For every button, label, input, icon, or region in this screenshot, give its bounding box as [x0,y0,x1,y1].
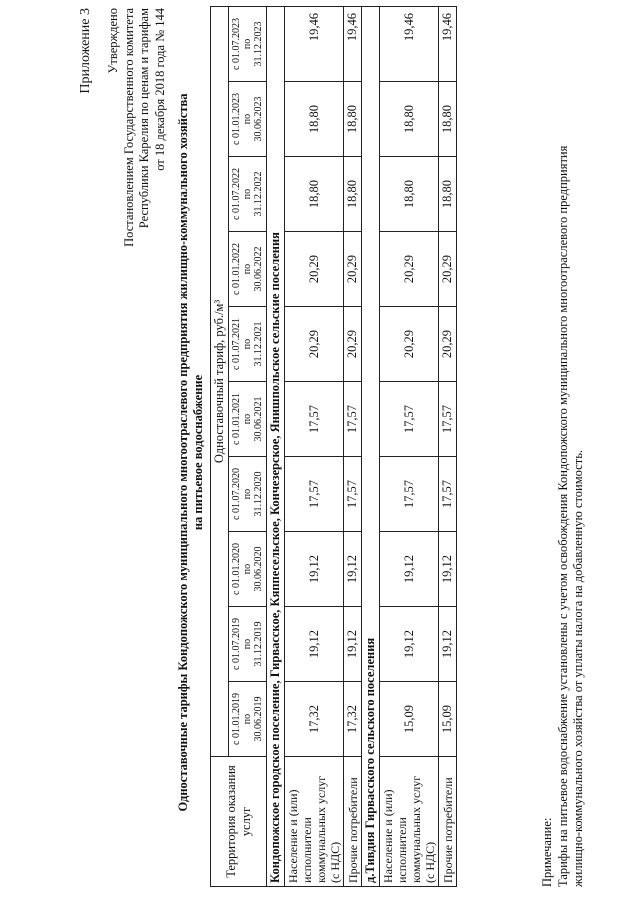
tariff-value: 19,46 [439,6,457,81]
period-to-word: по [242,113,253,125]
category-line: исполнители [300,817,314,883]
period-header [229,382,267,457]
tariff-value: 17,57 [285,457,344,532]
period-to-word: по [242,188,253,200]
period-header [229,457,267,532]
tariff-value: 19,12 [344,532,362,607]
category-line: Население и (или) [286,789,300,883]
period-to-word: по [242,488,253,500]
tariff-value: 19,12 [380,532,439,607]
tariff-value: 20,29 [344,232,362,307]
category-line: Прочие потребители [345,777,360,883]
period-from: с 01.01.2023 [231,93,242,145]
period-from: с 01.01.2021 [231,393,242,445]
tariff-table [210,6,457,887]
tariff-value: 18,80 [344,157,362,232]
table-row [439,6,457,886]
period-from: с 01.01.2022 [231,243,242,295]
appendix-number: Приложение 3 [78,8,93,94]
tariff-value: 17,57 [285,382,344,457]
tariff-value: 18,80 [285,157,344,232]
period-to: 31.12.2021 [253,321,264,367]
tariff-value: 19,12 [439,607,457,682]
title-line: на питьевое водоснабжение [191,374,205,531]
period-to-word: по [242,413,253,425]
period-from: с 01.07.2021 [231,318,242,370]
tariff-value: 17,57 [439,382,457,457]
period-to: 30.06.2020 [253,546,264,592]
approval-line: Постановлением Государственного комитета [121,8,136,247]
tariff-value: 20,29 [285,307,344,382]
tariff-value: 19,46 [344,6,362,81]
period-from: с 01.01.2020 [231,543,242,595]
category-line: Население и (или) [381,789,395,883]
section-row [362,6,380,886]
tariff-value: 17,32 [344,682,362,757]
tariff-value: 18,80 [380,157,439,232]
tariff-value: 20,29 [285,232,344,307]
period-header-row [229,6,267,886]
period-to: 30.06.2021 [253,396,264,442]
single-tariff-header: Одноставочный тариф, руб./м³ [211,6,229,756]
period-to-word: по [242,638,253,650]
category-line: (с НДС) [328,841,342,883]
tariff-value: 19,46 [380,6,439,81]
section-title: д.Тивдия Гирвасского сельского поселения [362,6,380,886]
tariff-value: 19,46 [285,6,344,81]
period-from: с 01.07.2022 [231,168,242,220]
approval-block [106,8,168,338]
territory-header: Территория оказания услуг [211,757,267,887]
approval-line: Республики Карелия по ценам и тарифам [137,8,151,229]
tariff-value: 18,80 [285,82,344,157]
note-line: Тарифы на питьевое водоснабжение установлены с учетом освобождения Кондопожского муниципального многоотраслевого предприятия [555,145,570,887]
table-header-row [211,6,229,886]
period-to: 31.12.2020 [253,471,264,517]
tariff-value: 17,57 [344,382,362,457]
section-title: Кондопожское городское поселение, Гирвасское, Кяппесельское, Кончезерское, Янишпольское сельские поселения [267,6,285,886]
consumer-category [380,757,439,887]
period-header [229,532,267,607]
period-to-word: по [242,38,253,50]
period-header [229,157,267,232]
tariff-value: 17,57 [439,457,457,532]
category-line: Прочие потребители [440,777,455,883]
note-block [540,7,587,887]
tariff-value: 19,12 [439,532,457,607]
consumer-category [285,757,344,887]
tariff-value: 18,80 [344,82,362,157]
period-header [229,307,267,382]
note-line: жилищно-коммунального хозяйства от уплаты налога на добавленную стоимость. [571,449,585,887]
section-row [267,6,285,886]
period-header [229,82,267,157]
category-line: коммунальных услуг [409,775,423,883]
period-to: 30.06.2023 [253,96,264,142]
category-line: исполнители [395,817,409,883]
tariff-value: 18,80 [380,82,439,157]
tariff-value: 20,29 [439,232,457,307]
document-title [176,0,206,905]
period-from: с 01.01.2019 [231,693,242,745]
tariff-value: 17,57 [344,457,362,532]
period-from: с 01.07.2019 [231,618,242,670]
tariff-value: 15,09 [439,682,457,757]
tariff-value: 19,12 [285,607,344,682]
period-to-word: по [242,263,253,275]
table-row [285,6,344,886]
period-to: 30.06.2022 [253,246,264,292]
period-to-word: по [242,713,253,725]
category-line: коммунальных услуг [314,775,328,883]
period-header [229,6,267,81]
tariff-value: 20,29 [380,232,439,307]
tariff-value: 19,12 [285,532,344,607]
approval-line: от 18 декабря 2018 года № 144 [152,8,167,171]
period-header [229,232,267,307]
tariff-value: 20,29 [344,307,362,382]
tariff-value: 19,12 [344,607,362,682]
period-header [229,682,267,757]
period-to-word: по [242,338,253,350]
period-to: 30.06.2019 [253,696,264,742]
period-header [229,607,267,682]
tariff-value: 20,29 [380,307,439,382]
tariff-value: 17,57 [380,457,439,532]
table-row [380,6,439,886]
title-line: Одноставочные тарифы Кондопожского муниципального многоотраслевого предприятия жилищно-коммунального хозяйства [176,93,190,812]
period-to: 31.12.2019 [253,621,264,667]
period-to-word: по [242,563,253,575]
category-line: (с НДС) [423,841,437,883]
tariff-value: 15,09 [380,682,439,757]
tariff-value: 17,32 [285,682,344,757]
tariff-value: 20,29 [439,307,457,382]
tariff-value: 19,12 [380,607,439,682]
period-to: 31.12.2023 [253,21,264,67]
approval-line: Утверждено [106,8,120,74]
tariff-value: 17,57 [380,382,439,457]
period-from: с 01.07.2023 [231,18,242,70]
note-heading: Примечание: [540,817,554,887]
consumer-category [344,757,362,887]
tariff-value: 18,80 [439,157,457,232]
consumer-category [439,757,457,887]
table-row [344,6,362,886]
period-to: 31.12.2022 [253,171,264,217]
period-from: с 01.07.2020 [231,468,242,520]
tariff-value: 18,80 [439,82,457,157]
